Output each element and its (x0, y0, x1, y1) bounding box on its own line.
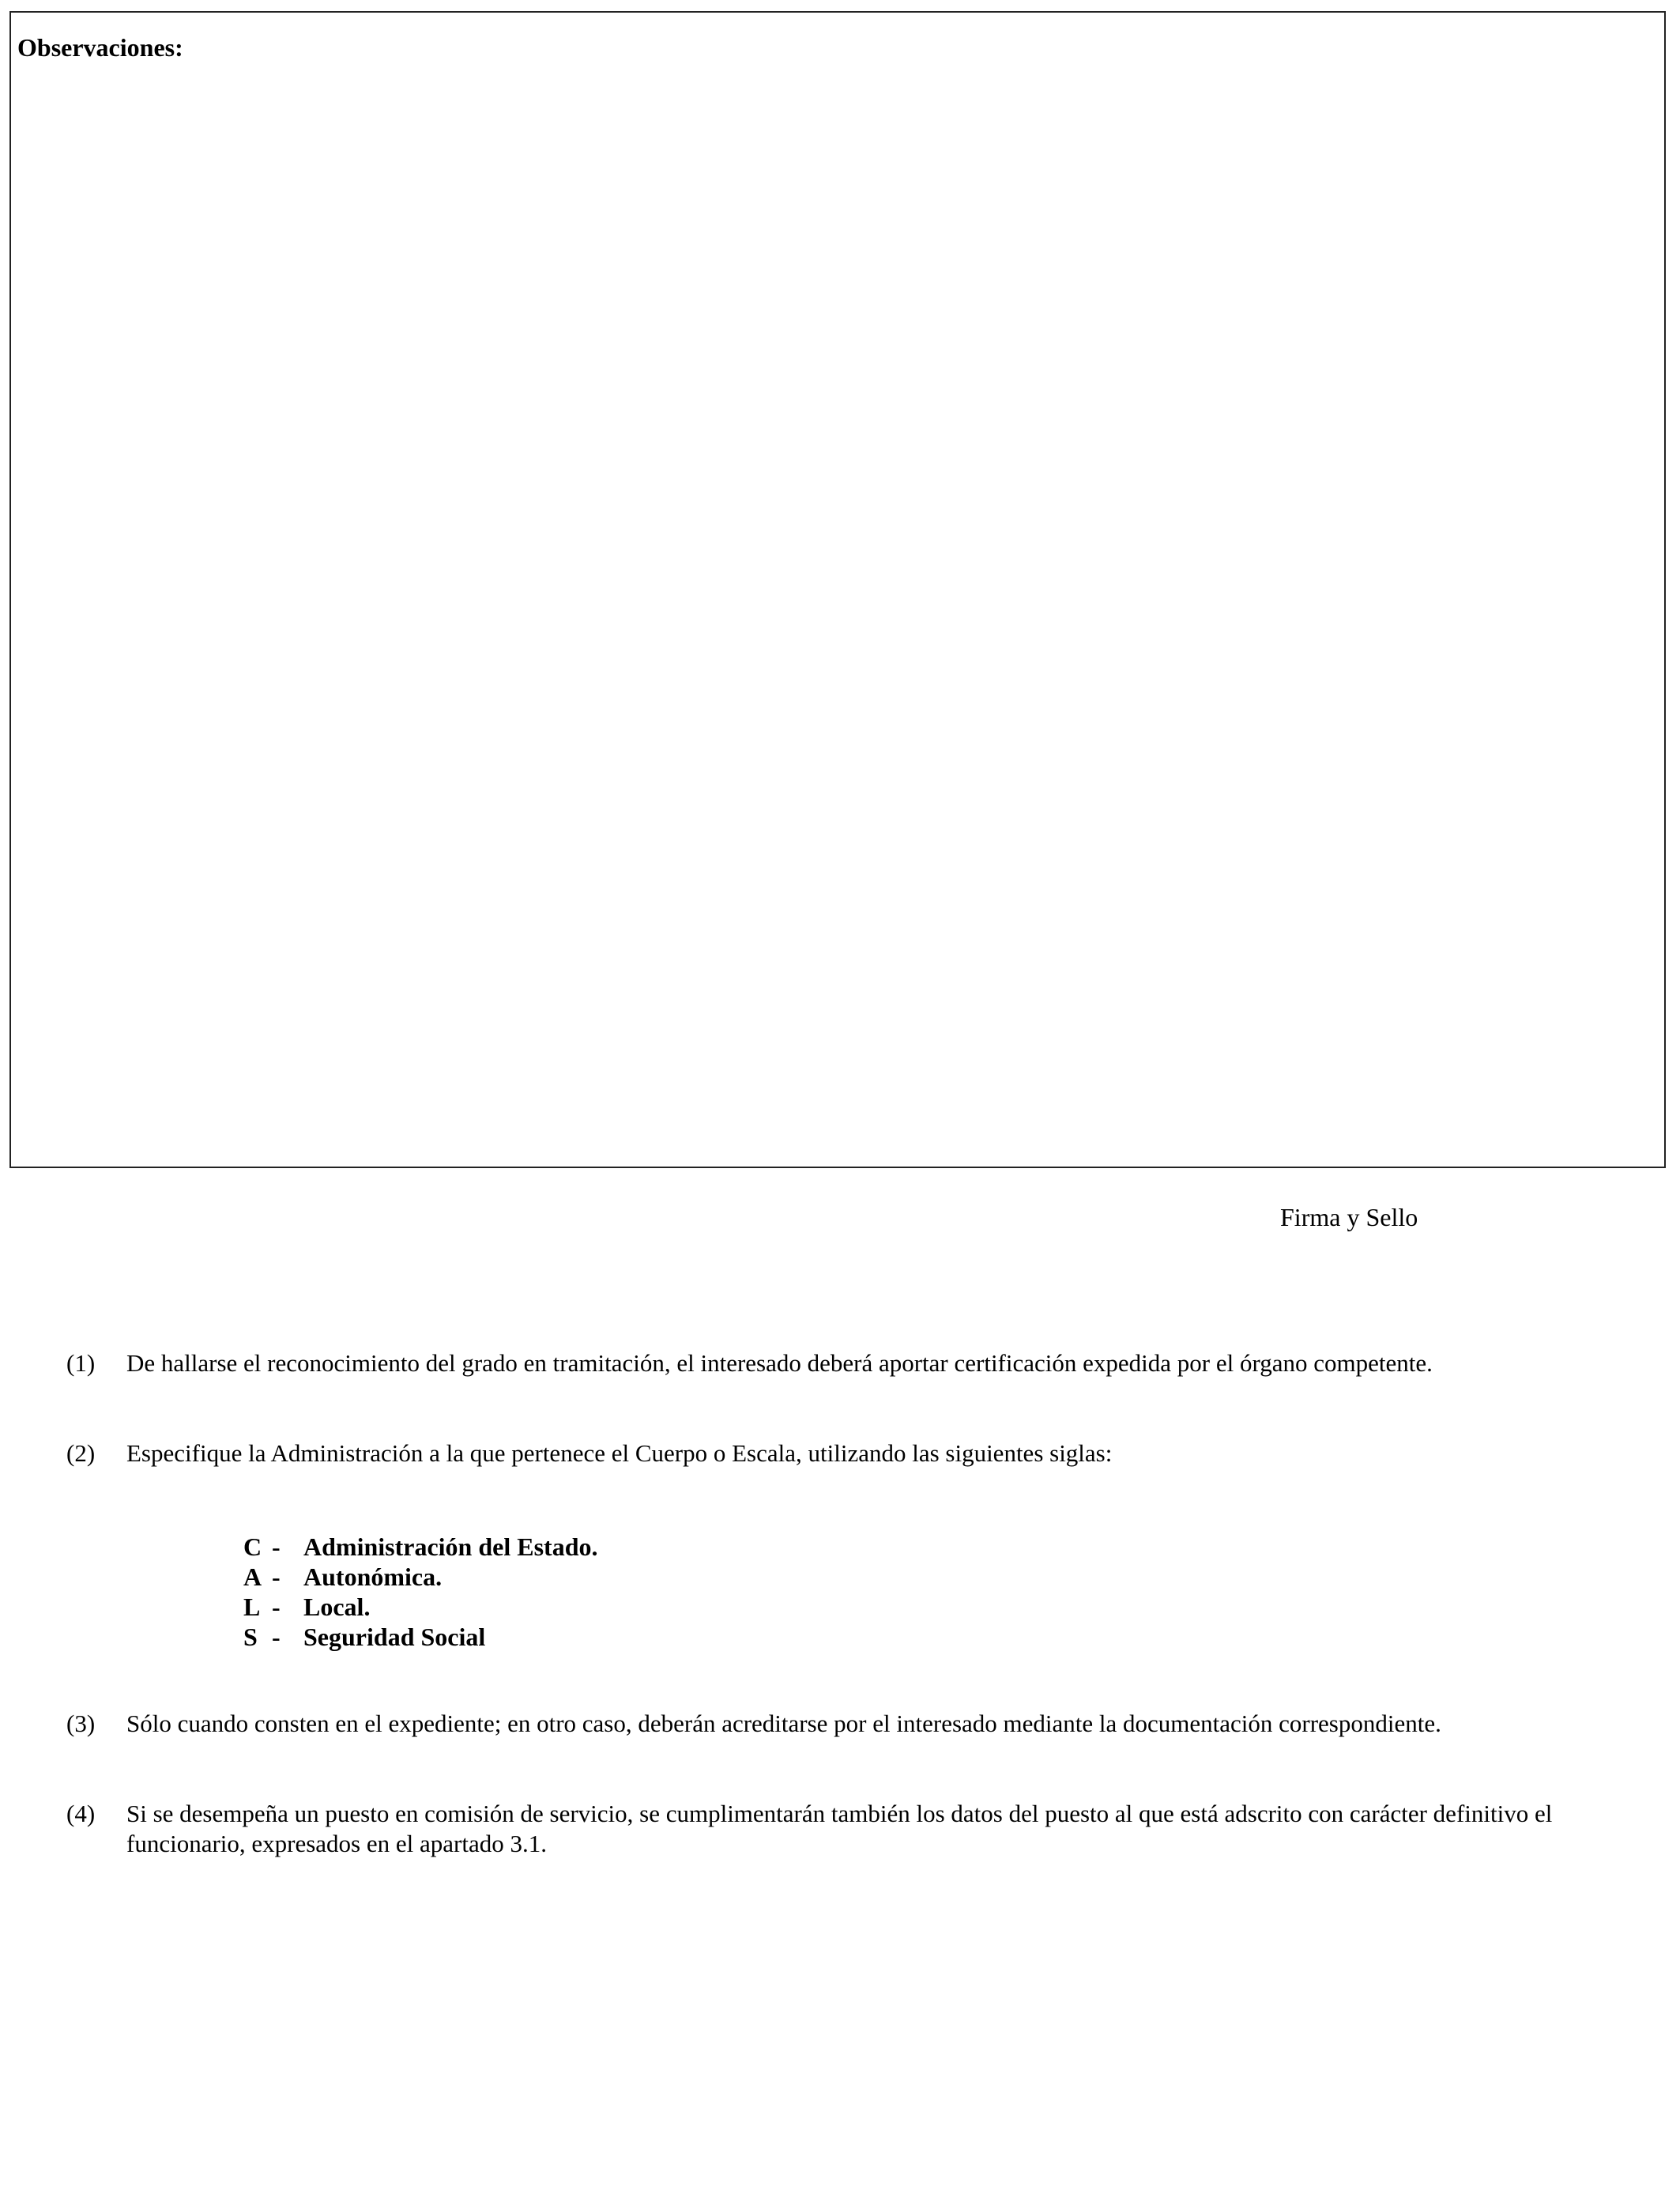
siglas-list (243, 1532, 597, 1652)
footnote-text: Si se desempeña un puesto en comisión de servicio, se cumplimentarán también los datos del puesto al que está adscrito con carácter definitivo el funcionario, expresados en el apartado 3.1. (126, 1800, 1553, 1857)
sigla-item (243, 1562, 597, 1592)
footnote-number: (4) (66, 1800, 96, 1827)
sigla-code: S (243, 1623, 258, 1651)
sigla-dash: - (272, 1563, 281, 1591)
observaciones-box (9, 11, 1666, 1168)
footnote-number: (2) (66, 1439, 96, 1467)
footnote-number: (3) (66, 1710, 96, 1737)
sigla-dash: - (272, 1532, 281, 1561)
sigla-code: C (243, 1532, 262, 1561)
sigla-item (243, 1592, 597, 1622)
sigla-label: Seguridad Social (303, 1623, 486, 1651)
footnote-text: De hallarse el reconocimiento del grado en tramitación, el interesado deberá aportar certificación expedida por el órgano competente. (126, 1349, 1433, 1377)
footnote-text: Sólo cuando consten en el expediente; en otro caso, deberán acreditarse por el interesado mediante la documentación correspondiente. (126, 1710, 1441, 1737)
sigla-code: L (243, 1593, 261, 1621)
sigla-code: A (243, 1563, 262, 1591)
sigla-dash: - (272, 1593, 281, 1621)
sigla-item (243, 1532, 597, 1562)
sigla-label: Autonómica. (303, 1563, 443, 1591)
sigla-dash: - (272, 1623, 281, 1651)
firma-y-sello-label: Firma y Sello (1280, 1203, 1418, 1231)
sigla-item (243, 1622, 597, 1652)
sigla-label: Administración del Estado. (303, 1532, 598, 1561)
sigla-label: Local. (303, 1593, 371, 1621)
footnote-text: Especifique la Administración a la que pertenece el Cuerpo o Escala, utilizando las siguientes siglas: (126, 1439, 1113, 1467)
footnote-number: (1) (66, 1349, 96, 1377)
observaciones-label: Observaciones: (17, 33, 183, 62)
